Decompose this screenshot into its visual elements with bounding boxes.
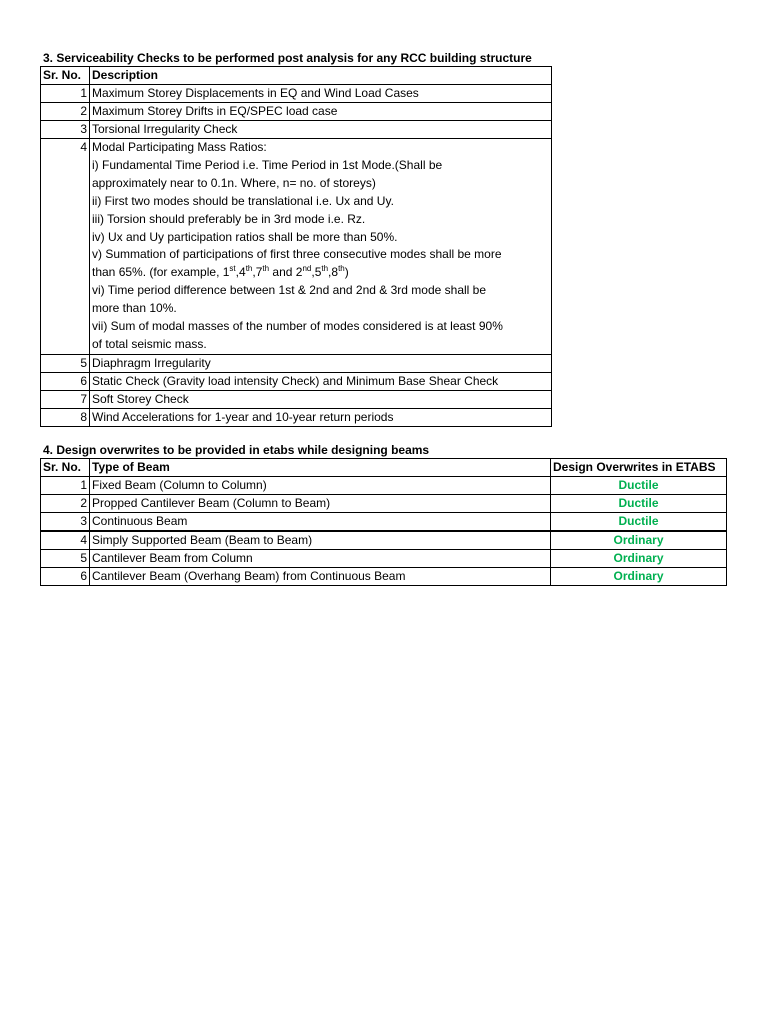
sup-st: st [229, 264, 236, 274]
row-design-value: Ductile [551, 495, 727, 513]
comma: , [311, 265, 315, 280]
row-number: 2 [41, 103, 90, 121]
row-description: Wind Accelerations for 1-year and 10-year return periods [90, 408, 552, 426]
header-sr-no: Sr. No. [41, 67, 90, 85]
row-number: 3 [41, 513, 90, 532]
table-row [41, 103, 552, 121]
modal-line: vi) Time period difference between 1st & 2nd and 2nd & 3rd mode shall be [92, 283, 487, 298]
row-description: Maximum Storey Drifts in EQ/SPEC load case [90, 103, 552, 121]
row-beam-type: Continuous Beam [90, 513, 551, 532]
row-number: 1 [41, 85, 90, 103]
table-row [41, 513, 727, 532]
num-8: 8 [331, 265, 339, 280]
header-description: Description [90, 67, 552, 85]
row-beam-type: Cantilever Beam (Overhang Beam) from Continuous Beam [90, 568, 551, 586]
table-row [41, 495, 727, 513]
design-overwrites-table [40, 458, 727, 586]
row-beam-type: Simply Supported Beam (Beam to Beam) [90, 531, 551, 550]
sup-th: th [245, 264, 253, 274]
row-number: 6 [41, 372, 90, 390]
sup-th: th [321, 264, 329, 274]
row-number: 1 [41, 477, 90, 495]
table-row [41, 568, 727, 586]
modal-line: more than 10%. [92, 301, 177, 316]
row-number: 7 [41, 390, 90, 408]
comma: , [328, 265, 332, 280]
comma: , [235, 265, 239, 280]
row-design-value: Ductile [551, 513, 727, 532]
table-row [41, 408, 552, 426]
and-2: and 2 [272, 265, 303, 280]
modal-line: of total seismic mass. [92, 336, 207, 351]
row-beam-type: Cantilever Beam from Column [90, 550, 551, 568]
row-beam-type: Propped Cantilever Beam (Column to Beam) [90, 495, 551, 513]
row-design-value: Ordinary [551, 531, 727, 550]
row-number: 2 [41, 495, 90, 513]
row-description: Torsional Irregularity Check [90, 121, 552, 139]
table-row [41, 390, 552, 408]
table-row [41, 477, 727, 495]
modal-line: approximately near to 0.1n. Where, n= no. of storeys) [92, 175, 376, 190]
comma: , [252, 265, 256, 280]
modal-line: vii) Sum of modal masses of the number of modes considered is at least 90% [92, 319, 503, 334]
close-paren: ) [344, 265, 349, 280]
example-prefix: than 65%. (for example, 1 [92, 265, 230, 280]
header-sr-no: Sr. No. [41, 459, 90, 477]
modal-line: ii) First two modes should be translational i.e. Ux and Uy. [92, 193, 394, 208]
header-type-of-beam: Type of Beam [90, 459, 551, 477]
table-row [41, 85, 552, 103]
modal-line: v) Summation of participations of first three consecutive modes shall be more [92, 247, 502, 262]
modal-heading: Modal Participating Mass Ratios: [92, 140, 267, 154]
section-4-title: 4. Design overwrites to be provided in etabs while designing beams [43, 443, 430, 457]
row-number: 4 [41, 139, 90, 355]
modal-line: iii) Torsion should preferably be in 3rd mode i.e. Rz. [92, 211, 366, 226]
row-number: 4 [41, 531, 90, 550]
row-description-modal [90, 139, 552, 355]
table-row [41, 121, 552, 139]
num-7: 7 [255, 265, 263, 280]
table-header-row [41, 459, 727, 477]
num-5: 5 [314, 265, 322, 280]
modal-line-example [92, 264, 549, 282]
row-number: 3 [41, 121, 90, 139]
row-number: 6 [41, 568, 90, 586]
table-row [41, 372, 552, 390]
sup-th: th [262, 264, 270, 274]
row-description: Soft Storey Check [90, 390, 552, 408]
row-number: 5 [41, 354, 90, 372]
sup-th: th [338, 264, 345, 274]
header-design-overwrites: Design Overwrites in ETABS [551, 459, 727, 477]
modal-line: i) Fundamental Time Period i.e. Time Period in 1st Mode.(Shall be [92, 157, 443, 172]
row-number: 5 [41, 550, 90, 568]
row-design-value: Ductile [551, 477, 727, 495]
row-description: Maximum Storey Displacements in EQ and Wind Load Cases [90, 85, 552, 103]
sup-nd: nd [302, 264, 312, 274]
table-header-row [41, 67, 552, 85]
row-description: Static Check (Gravity load intensity Check) and Minimum Base Shear Check [90, 372, 552, 390]
row-number: 8 [41, 408, 90, 426]
modal-line: iv) Ux and Uy participation ratios shall be more than 50%. [92, 229, 398, 244]
row-design-value: Ordinary [551, 550, 727, 568]
row-description: Diaphragm Irregularity [90, 354, 552, 372]
table-row [41, 531, 727, 550]
table-row [41, 354, 552, 372]
serviceability-checks-table [40, 66, 552, 427]
section-3-title: 3. Serviceability Checks to be performed post analysis for any RCC building structure [43, 51, 532, 65]
num-4: 4 [239, 265, 246, 280]
row-design-value: Ordinary [551, 568, 727, 586]
row-beam-type: Fixed Beam (Column to Column) [90, 477, 551, 495]
table-row-modal [41, 139, 552, 355]
table-row [41, 550, 727, 568]
